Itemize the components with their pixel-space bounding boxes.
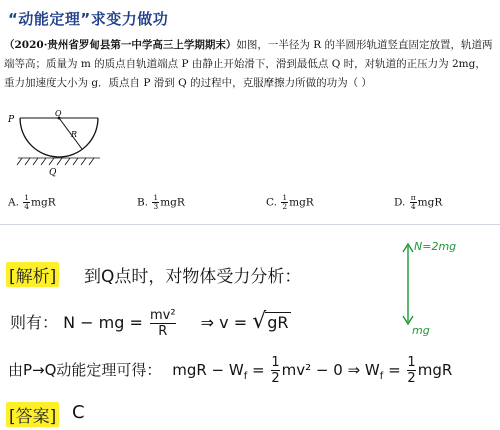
gravity-label: mg <box>412 324 430 337</box>
analysis-line-1: 到Q点时，对物体受力分析： <box>84 267 302 287</box>
section-divider <box>0 224 500 225</box>
option-suffix: mgR <box>160 196 185 209</box>
option-suffix: mgR <box>289 196 314 209</box>
label-o: O <box>55 109 62 118</box>
label-q: Q <box>49 168 57 178</box>
option-b <box>137 194 185 211</box>
option-fraction: $\frac{\pi}{4}$ <box>410 193 416 211</box>
page-title: “动能定理”求变力做功 <box>8 10 169 28</box>
problem-text: 如图，一半径为 R 的半圆形轨道竖直固定放置，轨道两端等高；质量为 m 的质点自轨道端点 P 由静止开始滑下，滑到最低点 Q 时，对轨道的正压力为 2mg，重力加速度大小为 g．质点自 P 滑到 Q 的过程中，克服摩擦力所做的功为（ ） <box>4 39 493 89</box>
analysis-line-3: 由P→Q动能定理可得： mgR − $W_f$ = $\frac{1}{2}$ mv² − 0 ⇒ $W_f$ = $\frac{1}{2}$ mgR <box>8 355 453 386</box>
analysis-tag: [解析] <box>6 262 59 287</box>
option-letter: D. <box>394 196 406 209</box>
semicircle-track <box>20 118 98 157</box>
sqrt-gr: gR <box>267 313 289 332</box>
problem-source: （2020·贵州省罗甸县第一中学高三上学期期末） <box>4 39 237 51</box>
option-fraction: $\frac{1}{4}$ <box>24 193 30 211</box>
option-letter: C. <box>266 196 277 209</box>
option-d <box>394 194 442 211</box>
option-letter: A. <box>8 196 19 209</box>
answer-options <box>0 190 500 214</box>
answer-value: C <box>72 402 85 423</box>
option-suffix: mgR <box>417 196 443 209</box>
option-c <box>266 194 314 211</box>
problem-statement <box>4 36 494 93</box>
normal-force-label: N=2mg <box>414 240 457 253</box>
option-fraction: $\frac{1}{3}$ <box>153 193 159 211</box>
track-diagram <box>0 108 120 188</box>
answer-tag: [答案] <box>6 402 59 427</box>
semicircle-figure <box>0 108 120 192</box>
option-suffix: mgR <box>31 196 56 209</box>
label-p: P <box>8 115 15 125</box>
option-fraction: $\frac{1}{2}$ <box>282 193 288 211</box>
analysis-line-2: 则有： N − mg = $\frac{\text{mv²}}{R}$ ⇒ v = √gR <box>10 308 289 339</box>
label-r: R <box>71 130 78 139</box>
option-a <box>8 194 56 211</box>
centripetal-fraction: $\frac{\text{mv²}}{R}$ <box>149 308 176 339</box>
ground-hatch <box>17 158 100 165</box>
option-letter: B. <box>137 196 149 209</box>
